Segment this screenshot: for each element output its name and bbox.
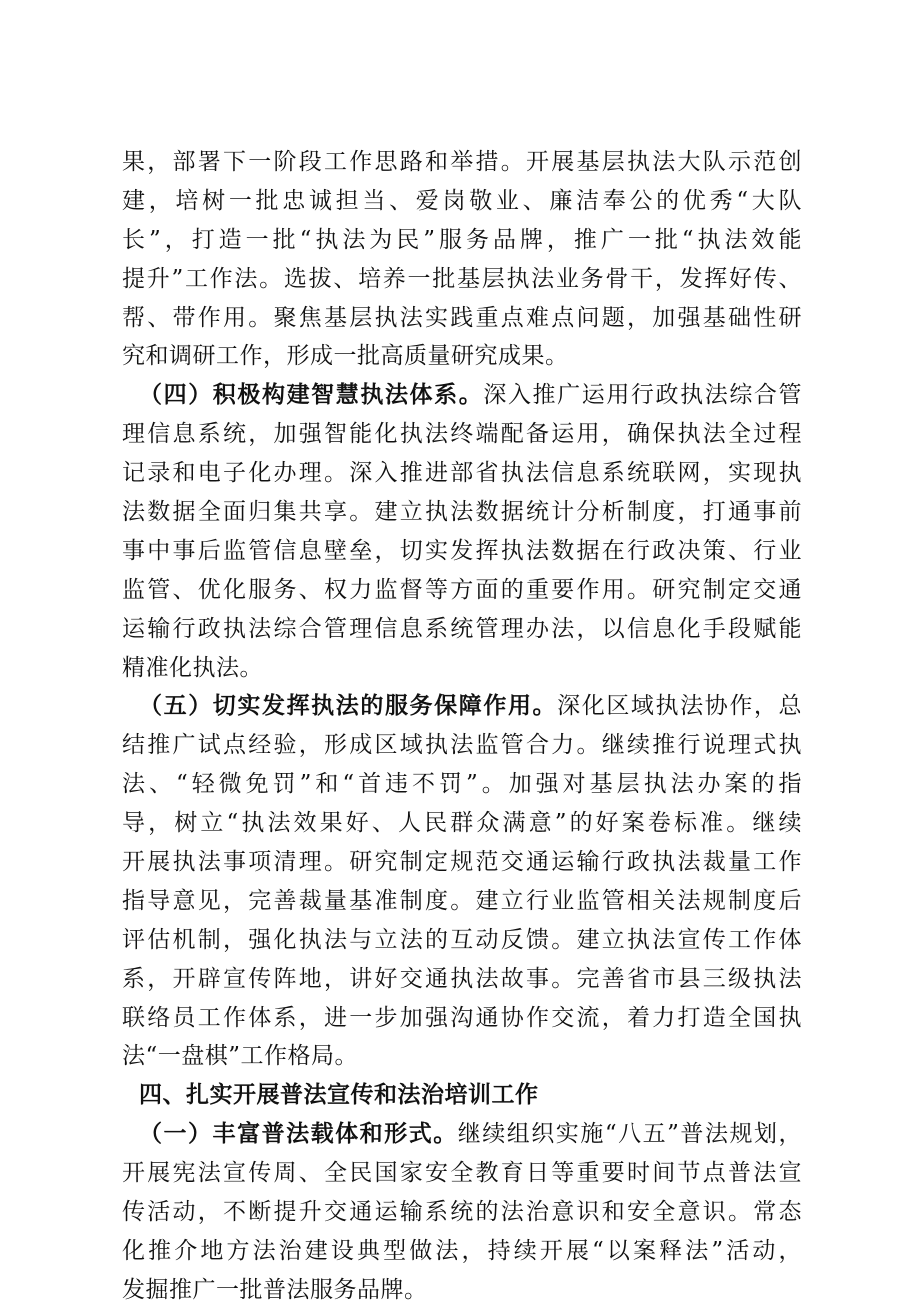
paragraph-line: 究和调研工作，形成一批高质量研究成果。: [122, 343, 569, 370]
subsection-one-first-rest: 继续组织实施“八五”普法规划，: [457, 1121, 802, 1148]
paragraph-line: 法数据全面归集共享。建立执法数据统计分析制度，打通事前: [122, 499, 802, 526]
section-five-first-rest: 深化区域执法协作，总: [557, 693, 803, 720]
section-four-first-rest: 深入推广运用行政执法综合管: [483, 382, 803, 409]
paragraph-line: 导，树立“执法效果好、人民群众满意”的好案卷标准。继续: [122, 810, 802, 837]
section-heading: [122, 1076, 802, 1115]
section-four-first-line: [122, 376, 802, 415]
paragraph-line: 长”，打造一批“执法为民”服务品牌，推广一批“执法效能: [122, 226, 802, 253]
paragraph-line: 果，部署下一阶段工作思路和举措。开展基层执法大队示范创: [122, 149, 802, 175]
paragraph-line: 评估机制，强化执法与立法的互动反馈。建立执法宣传工作体: [122, 926, 802, 953]
document-body: [122, 143, 802, 1310]
paragraph-line: 指导意见，完善裁量基准制度。建立行业监管相关法规制度后: [122, 887, 802, 914]
paragraph-line: 精准化执法。: [122, 654, 263, 681]
section-five-lead: （五）切实发挥执法的服务保障作用。: [139, 692, 558, 720]
paragraph-line: 理信息系统，加强智能化执法终端配备运用，确保执法全过程: [122, 421, 802, 448]
paragraph-line: 建，培树一批忠诚担当、爱岗敬业、廉洁奉公的优秀“大队: [122, 187, 802, 214]
section-heading-text: 四、扎实开展普法宣传和法治培训工作: [139, 1081, 539, 1109]
paragraph-line: 法、“轻微免罚”和“首违不罚”。加强对基层执法办案的指: [122, 771, 802, 798]
paragraph-line: 开展宪法宣传周、全民国家安全教育日等重要时间节点普法宣: [122, 1160, 802, 1187]
paragraph-line: 事中事后监管信息壁垒，切实发挥执法数据在行政决策、行业: [122, 537, 802, 564]
paragraph-line: 传活动，不断提升交通运输系统的法治意识和安全意识。常态: [122, 1199, 802, 1226]
paragraph-line: 监管、优化服务、权力监督等方面的重要作用。研究制定交通: [122, 576, 802, 603]
subsection-one-first-line: [122, 1115, 802, 1154]
paragraph-line: 联络员工作体系，进一步加强沟通协作交流，着力打造全国执: [122, 1004, 802, 1031]
paragraph-line: 系，开辟宣传阵地，讲好交通执法故事。完善省市县三级执法: [122, 965, 802, 992]
paragraph-line: 结推广试点经验，形成区域执法监管合力。继续推行说理式执: [122, 732, 802, 759]
paragraph-line: 化推介地方法治建设典型做法，持续开展“以案释法”活动，: [122, 1237, 802, 1264]
paragraph-line: 运输行政执法综合管理信息系统管理办法，以信息化手段赋能: [122, 615, 802, 642]
subsection-one-lead: （一）丰富普法载体和形式。: [139, 1120, 458, 1148]
paragraph-line: 法“一盘棋”工作格局。: [122, 1043, 359, 1070]
section-five-first-line: [122, 687, 802, 726]
paragraph-line: 提升”工作法。选拔、培养一批基层执法业务骨干，发挥好传、: [122, 265, 802, 292]
paragraph-line: 发掘推广一批普法服务品牌。: [122, 1276, 428, 1303]
section-four-lead: （四）积极构建智慧执法体系。: [139, 381, 484, 409]
paragraph-line: 记录和电子化办理。深入推进部省执法信息系统联网，实现执: [122, 460, 802, 487]
paragraph-line: 帮、带作用。聚焦基层执法实践重点难点问题，加强基础性研: [122, 304, 802, 331]
paragraph-line: 开展执法事项清理。研究制定规范交通运输行政执法裁量工作: [122, 849, 802, 876]
